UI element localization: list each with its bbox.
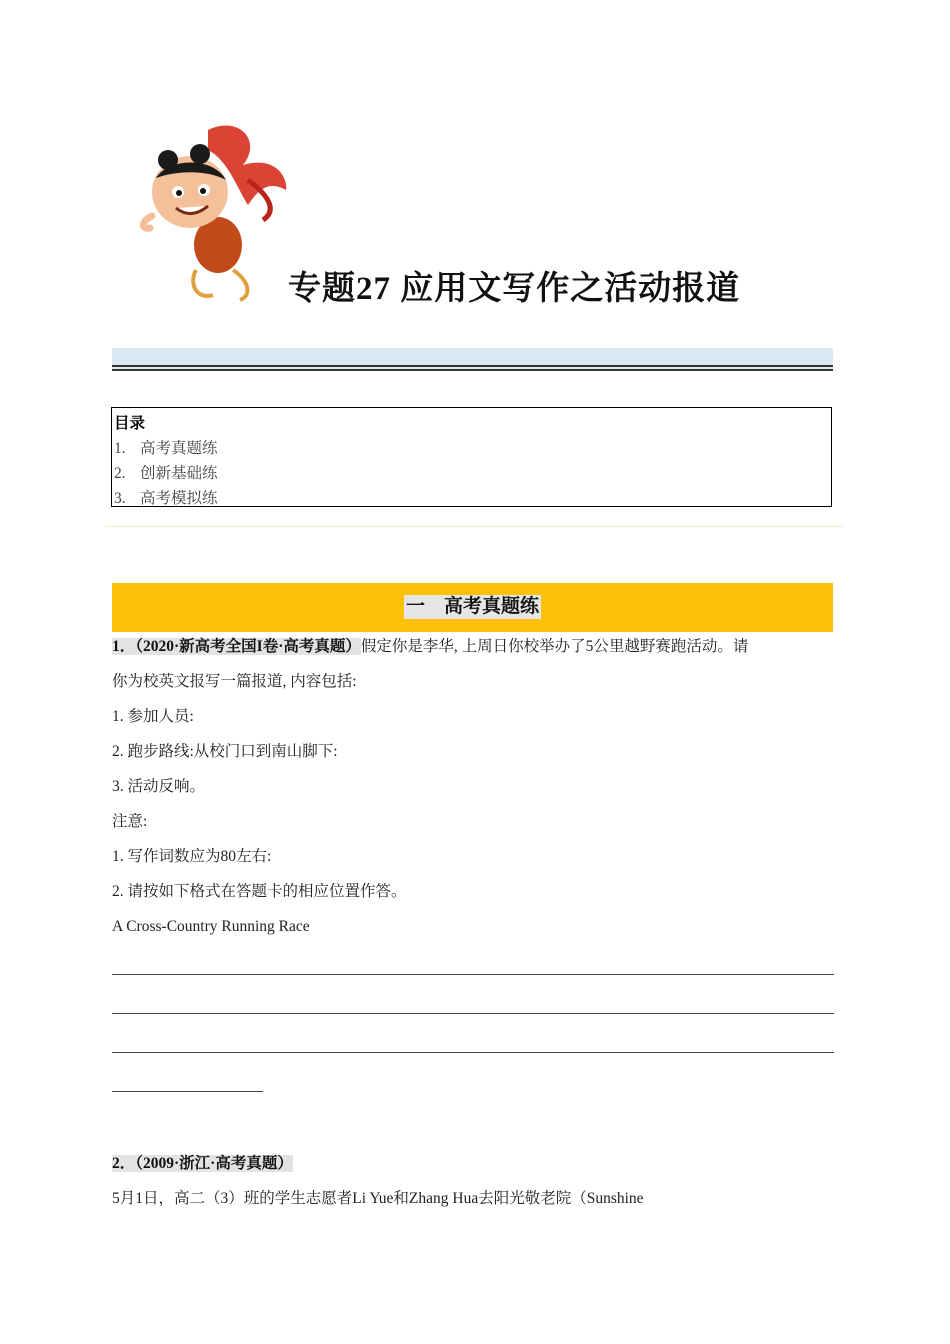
question-content (112, 633, 834, 1220)
answer-line[interactable] (112, 948, 834, 987)
q1-note: 2. 请按如下格式在答题卡的相应位置作答。 (112, 883, 407, 900)
q1-point: 1. 参加人员: (112, 708, 194, 725)
answer-line[interactable] (112, 1065, 834, 1104)
section-title: 一 高考真题练 (405, 596, 539, 617)
answer-line[interactable] (112, 1026, 834, 1065)
toc-item[interactable] (114, 461, 831, 486)
q1-text-line: 你为校英文报写一篇报道, 内容包括: (112, 673, 357, 690)
q2-source-tag: 2．（2009·浙江·高考真题） (112, 1155, 293, 1172)
toc-item-number: 1. (114, 440, 126, 457)
q1-note: 1. 写作词数应为80左右: (112, 848, 272, 865)
toc-item-label: 创新基础练 (140, 465, 218, 482)
q1-point: 3. 活动反响。 (112, 778, 206, 795)
table-of-contents (111, 407, 832, 507)
toc-item-label: 高考模拟练 (140, 490, 218, 507)
q2-intro (112, 1150, 834, 1185)
q2-text: 5月1日，高二（3）班的学生志愿者Li Yue和Zhang Hua去阳光敬老院（Sunshine (112, 1190, 644, 1207)
toc-item[interactable] (114, 486, 831, 511)
header-rule (112, 365, 833, 367)
q1-text: 假定你是李华, 上周日你校举办了5公里越野赛跑活动。请 (360, 638, 749, 655)
q1-note-heading: 注意: (112, 813, 148, 830)
divider (105, 526, 843, 527)
q1-point: 2. 跑步路线:从校门口到南山脚下: (112, 743, 338, 760)
toc-title: 目录 (114, 415, 146, 432)
section-header (112, 583, 833, 632)
document-title: 专题27 应用文写作之活动报道 (288, 271, 741, 307)
toc-item-number: 3. (114, 490, 126, 507)
answer-line[interactable] (112, 987, 834, 1026)
toc-item[interactable] (114, 436, 831, 461)
toc-item-label: 高考真题练 (140, 440, 218, 457)
q1-intro (112, 633, 834, 668)
q1-source-tag: 1．（2020·新高考全国I卷·高考真题） (112, 638, 361, 655)
q1-essay-title: A Cross-Country Running Race (112, 918, 310, 935)
toc-item-number: 2. (114, 465, 126, 482)
header-rule (112, 369, 833, 371)
mascot-illustration (138, 120, 290, 302)
